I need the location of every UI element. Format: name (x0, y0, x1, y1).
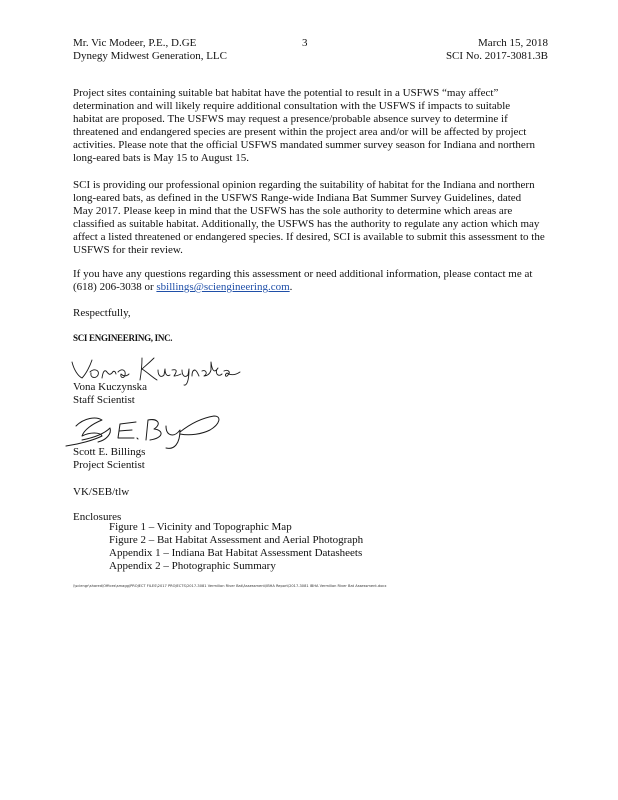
paragraph-line: determination and will likely require additional consultation with the USFWS if impacts to suitable (73, 100, 511, 112)
page-number (302, 37, 308, 50)
enclosure-item: Figure 1 – Vicinity and Topographic Map (109, 521, 292, 533)
paragraph-line: SCI is providing our professional opinion regarding the suitability of habitat for the Indiana and northern (73, 179, 535, 191)
phone-text: (618) 206-3038 or (73, 281, 157, 293)
enclosure-item: Figure 2 – Bat Habitat Assessment and Aerial Photograph (109, 534, 364, 546)
recipient-name: Mr. Vic Modeer, P.E., D.GE (73, 37, 197, 49)
paragraph-line: threatened and endangered species are present within the project area and/or will be affected by project (73, 126, 527, 138)
signatory2-title: Project Scientist (73, 459, 145, 471)
paragraph-contact (73, 268, 563, 294)
paragraph-line: Project sites containing suitable bat habitat have the potential to result in a USFWS “may affect” (73, 87, 499, 99)
paragraph-line: long-eared bats, as defined in the USFWS Range-wide Indiana Bat Summer Survey Guidelines, dated (73, 192, 522, 204)
signatory1-name: Vona Kuczynska (73, 381, 148, 393)
enclosures-heading: Enclosures (73, 511, 122, 523)
signature-scott-billings (62, 410, 230, 450)
company-name: SCI ENGINEERING, INC. (73, 333, 173, 343)
paragraph-line: classified as suitable habitat. Additionally, the USFWS has the authority to regulate any action which may (73, 218, 540, 230)
paragraph-habitat-effects (73, 87, 563, 165)
paragraph-line-contact (73, 281, 563, 294)
closing: Respectfully, (73, 307, 131, 319)
sentence-end: . (289, 281, 293, 293)
enclosure-item: Appendix 1 – Indiana Bat Habitat Assessment Datasheets (109, 547, 363, 559)
paragraph-line: habitat are proposed. The USFWS may request a presence/probable absence survey to determine if (73, 113, 508, 125)
enclosures-list (109, 521, 363, 573)
letter-date: March 15, 2018 (478, 37, 548, 49)
paragraph-professional-opinion (73, 179, 563, 257)
page-number-text: 3 (302, 37, 308, 49)
enclosure-item: Appendix 2 – Photographic Summary (109, 560, 276, 572)
reference-initials: VK/SEB/tlw (73, 486, 130, 498)
paragraph-line: USFWS for their review. (73, 244, 183, 256)
date-block (446, 37, 548, 63)
paragraph-line: affect a listed threatened or endangered species. If desired, SCI is available to submit this assessment to the (73, 231, 545, 243)
signatory2-name: Scott E. Billings (73, 446, 146, 458)
file-path-footer: \\sciengr\shared\Offices\smagg\PROJECT FILES\2017 PROJECTS\2017-3081 Vermilion River Bat\Assessment\IBHA Report\2017-3081 IBHA Vermilion River Bat Assessment.docx (73, 584, 387, 588)
recipient-block (73, 37, 227, 63)
paragraph-line: If you have any questions regarding this assessment or need additional information, please contact me at (73, 268, 533, 280)
signatory1-title: Staff Scientist (73, 394, 135, 406)
paragraph-line: activities. Please note that the official USFWS mandated summer survey season for Indiana and northern (73, 139, 535, 151)
paragraph-line: long-eared bats is May 15 to August 15. (73, 152, 249, 164)
email-link[interactable]: sbillings@sciengineering.com (156, 281, 290, 293)
sci-number: SCI No. 2017-3081.3B (445, 50, 548, 62)
recipient-company: Dynegy Midwest Generation, LLC (73, 50, 227, 62)
paragraph-line: May 2017. Please keep in mind that the USFWS has the sole authority to determine which areas are (73, 205, 513, 217)
